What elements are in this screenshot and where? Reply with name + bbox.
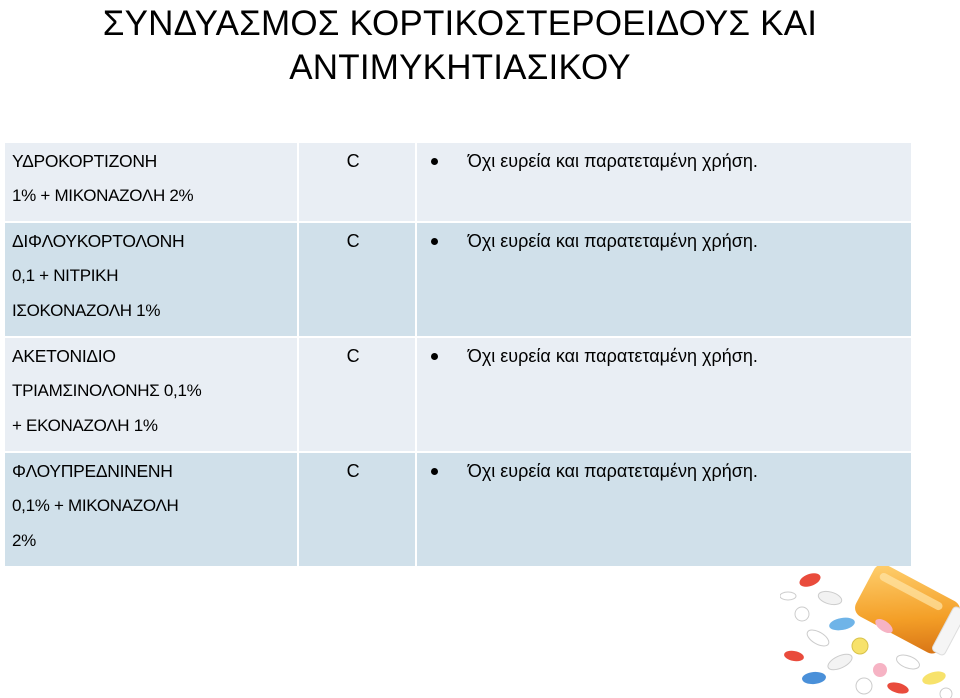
category-cell	[298, 337, 416, 452]
pregnancy-category: C	[346, 461, 360, 481]
bullet-icon	[431, 238, 438, 245]
pregnancy-category: C	[346, 231, 360, 251]
drug-cell	[4, 142, 298, 222]
note-cell	[416, 142, 912, 222]
note-item	[417, 143, 911, 171]
table-row	[4, 142, 912, 222]
drug-line: 1% + ΜΙΚΟΝΑΖΟΛΗ 2%	[12, 186, 194, 205]
slide-title	[0, 2, 920, 90]
note-text: Όχι ευρεία και παρατεταμένη χρήση.	[467, 346, 758, 366]
drug-line: ΔΙΦΛΟΥΚΟΡΤΟΛΟΝΗ	[12, 231, 185, 251]
drug-line: 0,1 + ΝΙΤΡΙΚΗ	[12, 266, 119, 285]
drug-line: ΥΔΡΟΚΟΡΤΙΖΟΝΗ	[12, 151, 157, 171]
note-cell	[416, 337, 912, 452]
pregnancy-category: C	[346, 346, 360, 366]
drug-line: + ΕΚΟΝΑΖΟΛΗ 1%	[12, 416, 158, 435]
note-item	[417, 223, 911, 251]
table-row	[4, 337, 912, 452]
category-cell	[298, 222, 416, 337]
table-row	[4, 452, 912, 567]
category-cell	[298, 142, 416, 222]
drug-cell	[4, 222, 298, 337]
note-text: Όχι ευρεία και παρατεταμένη χρήση.	[467, 461, 758, 481]
note-text: Όχι ευρεία και παρατεταμένη χρήση.	[467, 151, 758, 171]
bullet-icon	[431, 353, 438, 360]
drug-line: ΑΚΕΤΟΝΙΔΙΟ	[12, 346, 116, 366]
drug-line: ΙΣΟΚΟΝΑΖΟΛΗ 1%	[12, 301, 161, 320]
drug-cell	[4, 452, 298, 567]
note-item	[417, 338, 911, 366]
note-cell	[416, 452, 912, 567]
category-cell	[298, 452, 416, 567]
pregnancy-category: C	[346, 151, 360, 171]
table-row	[4, 222, 912, 337]
drug-line: ΦΛΟΥΠΡΕΔΝΙΝΕΝΗ	[12, 461, 173, 481]
slide-title-line-1: ΣΥΝΔΥΑΣΜΟΣ ΚΟΡΤΙΚΟΣΤΕΡΟΕΙΔΟΥΣ ΚΑΙ	[102, 4, 818, 43]
pill-bottle-icon	[780, 566, 960, 698]
note-text: Όχι ευρεία και παρατεταμένη χρήση.	[467, 231, 758, 251]
bullet-icon	[431, 158, 438, 165]
drug-line: 2%	[12, 531, 36, 550]
drug-line: ΤΡΙΑΜΣΙΝΟΛΟΝΗΣ 0,1%	[12, 381, 202, 400]
slide-title-line-2: ΑΝΤΙΜΥΚΗΤΙΑΣΙΚΟΥ	[289, 48, 631, 87]
bullet-icon	[431, 468, 438, 475]
drug-cell	[4, 337, 298, 452]
note-item	[417, 453, 911, 481]
drug-table	[3, 141, 913, 568]
note-cell	[416, 222, 912, 337]
drug-line: 0,1% + ΜΙΚΟΝΑΖΟΛΗ	[12, 496, 179, 515]
pills-image	[780, 566, 960, 698]
